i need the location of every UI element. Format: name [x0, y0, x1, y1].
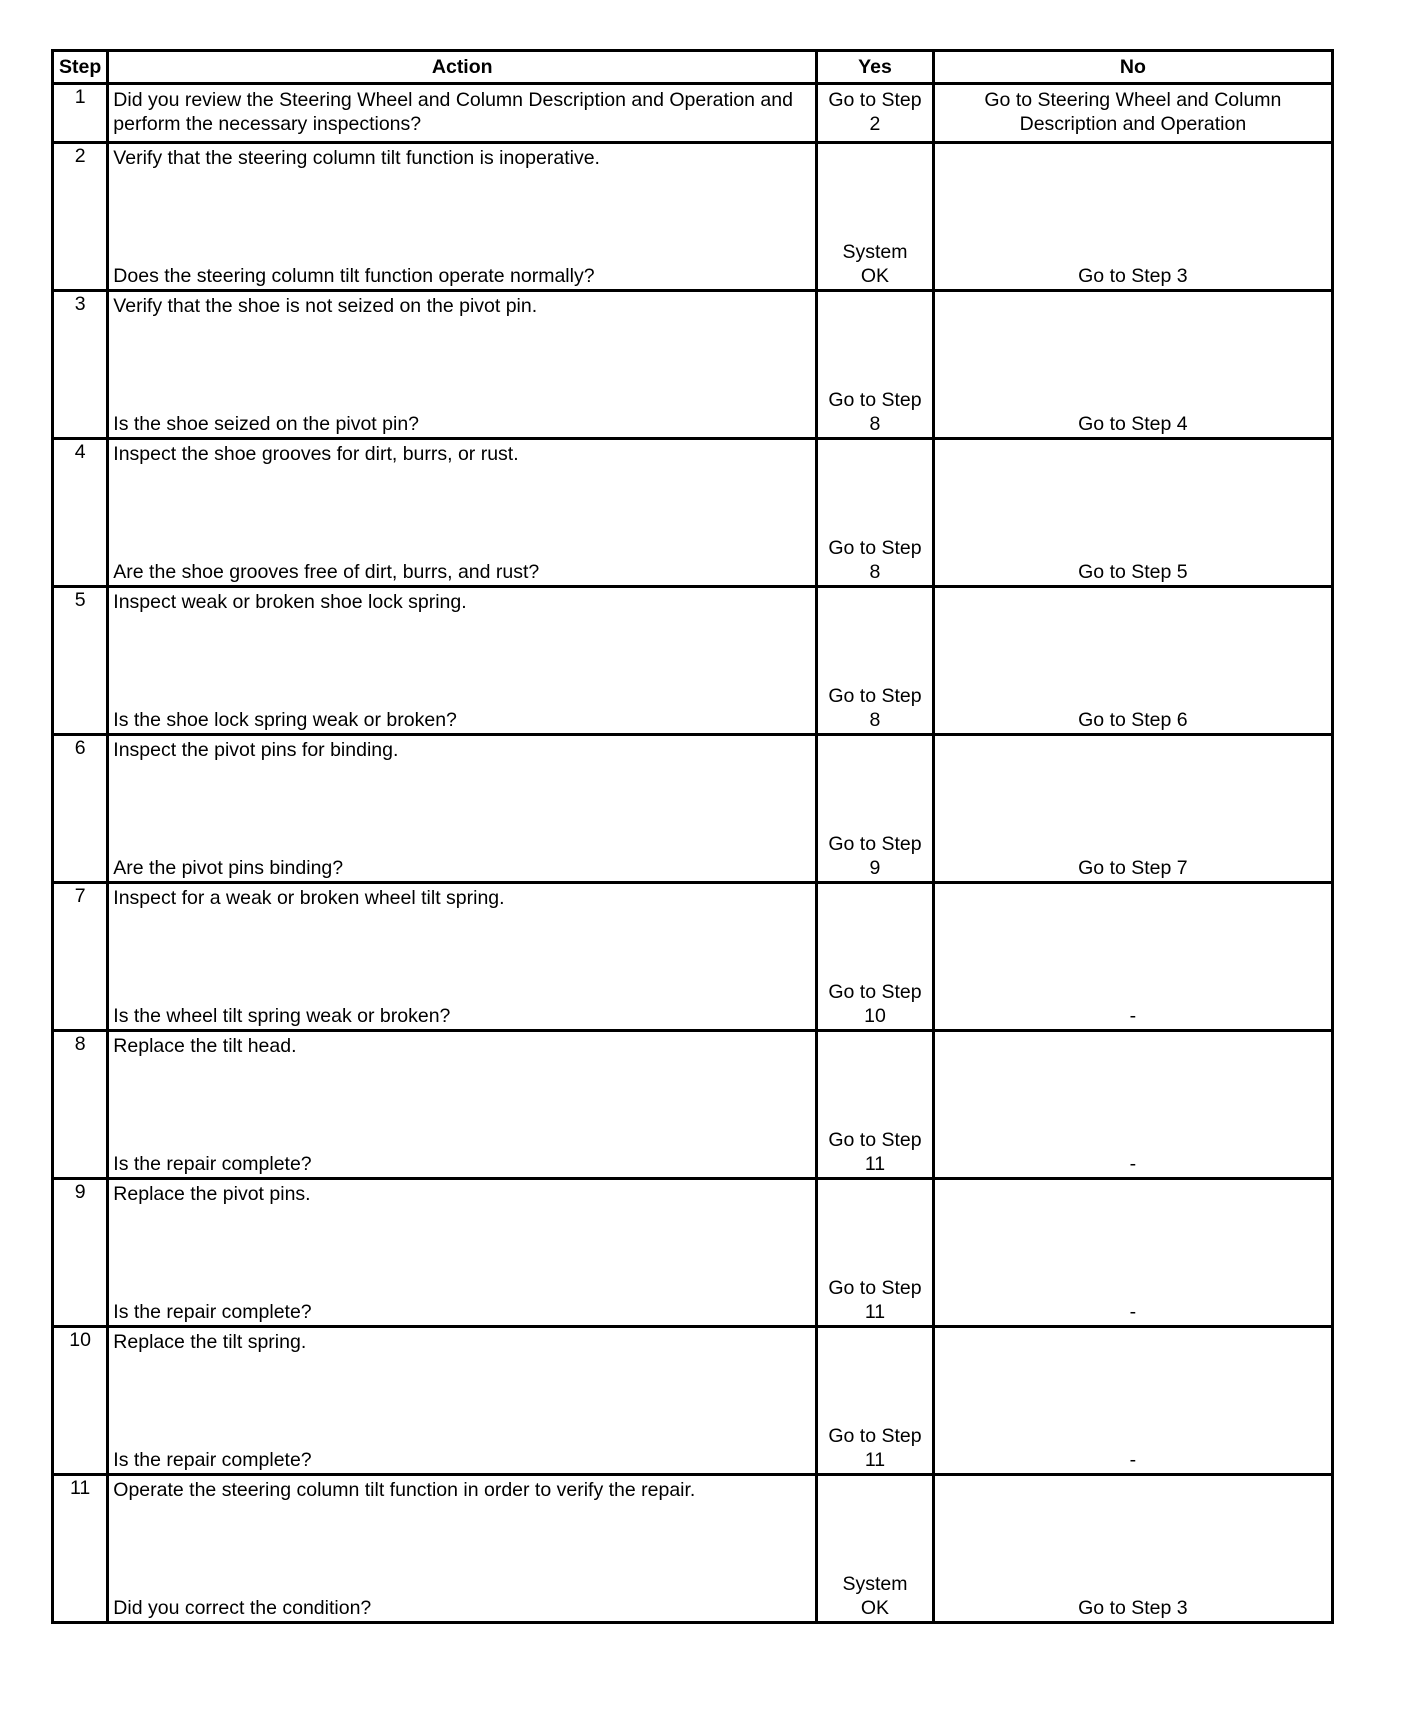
table-row	[53, 1475, 1333, 1623]
yes-line-1: Go to Step	[828, 89, 922, 111]
header-yes: Yes	[817, 51, 934, 84]
table-row	[53, 587, 1333, 735]
action-cell	[108, 1327, 817, 1475]
action-cell	[108, 883, 817, 1031]
action-text: Inspect for a weak or broken wheel tilt spring.	[113, 887, 505, 909]
action-text: Replace the tilt head.	[113, 1035, 297, 1057]
header-no: No	[933, 51, 1332, 84]
action-cell	[108, 587, 817, 735]
action-cell	[108, 1475, 817, 1623]
yes-line-2: 2	[869, 113, 881, 135]
yes-cell	[817, 883, 934, 1031]
header-row	[53, 51, 1333, 84]
no-cell	[933, 883, 1332, 1031]
diagnostic-table	[51, 49, 1334, 1624]
yes-cell	[817, 143, 934, 291]
action-text: Operate the steering column tilt function in order to verify the repair.	[113, 1479, 696, 1501]
action-text: Did you review the Steering Wheel and Column Description and Operation and perform the necessary inspections?	[113, 89, 793, 135]
yes-line-1: Go to Step	[828, 833, 922, 855]
action-text: Replace the tilt spring.	[113, 1331, 307, 1353]
step-number: 8	[53, 1031, 108, 1179]
yes-line-1: Go to Step	[828, 1277, 922, 1299]
question-text: Did you correct the condition?	[113, 1597, 372, 1619]
step-number: 9	[53, 1179, 108, 1327]
no-cell	[933, 1031, 1332, 1179]
question-text: Are the pivot pins binding?	[113, 857, 344, 879]
yes-cell	[817, 84, 934, 143]
table-row	[53, 1179, 1333, 1327]
action-cell	[108, 143, 817, 291]
yes-cell	[817, 587, 934, 735]
step-number: 11	[53, 1475, 108, 1623]
table-row	[53, 143, 1333, 291]
no-text: Go to Step 4	[1078, 413, 1188, 435]
header-action: Action	[108, 51, 817, 84]
action-cell	[108, 1179, 817, 1327]
step-number: 2	[53, 143, 108, 291]
yes-cell	[817, 1475, 934, 1623]
no-cell	[933, 587, 1332, 735]
yes-line-2: 8	[869, 709, 881, 731]
table-row	[53, 439, 1333, 587]
no-cell	[933, 84, 1332, 143]
no-cell	[933, 1179, 1332, 1327]
action-text: Inspect the pivot pins for binding.	[113, 739, 399, 761]
step-number: 10	[53, 1327, 108, 1475]
no-cell	[933, 291, 1332, 439]
question-text: Is the repair complete?	[113, 1153, 312, 1175]
step-number: 7	[53, 883, 108, 1031]
action-text: Verify that the steering column tilt function is inoperative.	[113, 147, 600, 169]
step-number: 1	[53, 84, 108, 143]
yes-line-2: 11	[864, 1153, 886, 1175]
question-text: Is the shoe seized on the pivot pin?	[113, 413, 420, 435]
table-row	[53, 735, 1333, 883]
no-text: Go to Step 7	[1078, 857, 1188, 879]
yes-line-1: Go to Step	[828, 537, 922, 559]
step-number: 5	[53, 587, 108, 735]
table-row	[53, 84, 1333, 143]
yes-line-1: System	[842, 1573, 908, 1595]
no-text: -	[1129, 1301, 1137, 1323]
action-cell	[108, 1031, 817, 1179]
yes-line-1: Go to Step	[828, 1425, 922, 1447]
yes-line-1: Go to Step	[828, 389, 922, 411]
table-row	[53, 883, 1333, 1031]
question-text: Is the wheel tilt spring weak or broken?	[113, 1005, 451, 1027]
yes-line-2: 11	[864, 1301, 886, 1323]
question-text: Is the shoe lock spring weak or broken?	[113, 709, 457, 731]
action-text: Inspect the shoe grooves for dirt, burrs, or rust.	[113, 443, 519, 465]
yes-line-2: 11	[864, 1449, 886, 1471]
no-text: -	[1129, 1449, 1137, 1471]
action-cell	[108, 439, 817, 587]
table-row	[53, 291, 1333, 439]
action-cell	[108, 291, 817, 439]
no-cell	[933, 1475, 1332, 1623]
no-text: -	[1129, 1153, 1137, 1175]
table-row	[53, 1327, 1333, 1475]
yes-line-1: Go to Step	[828, 1129, 922, 1151]
no-cell	[933, 735, 1332, 883]
action-text: Replace the pivot pins.	[113, 1183, 311, 1205]
step-number: 4	[53, 439, 108, 587]
no-text: Go to Step 5	[1078, 561, 1188, 583]
step-number: 6	[53, 735, 108, 883]
yes-line-2: 8	[869, 561, 881, 583]
action-text: Inspect weak or broken shoe lock spring.	[113, 591, 467, 613]
yes-cell	[817, 1031, 934, 1179]
no-line-2: Description and Operation	[1019, 113, 1247, 135]
action-cell	[108, 735, 817, 883]
yes-cell	[817, 735, 934, 883]
table-row	[53, 1031, 1333, 1179]
no-cell	[933, 143, 1332, 291]
yes-line-2: OK	[860, 265, 890, 287]
yes-line-2: OK	[860, 1597, 890, 1619]
question-text: Is the repair complete?	[113, 1449, 312, 1471]
step-number: 3	[53, 291, 108, 439]
header-step: Step	[53, 51, 108, 84]
yes-line-2: 8	[869, 413, 881, 435]
question-text: Are the shoe grooves free of dirt, burrs, and rust?	[113, 561, 540, 583]
no-text: Go to Step 6	[1078, 709, 1188, 731]
yes-line-1: System	[842, 241, 908, 263]
no-text: Go to Step 3	[1078, 265, 1188, 287]
yes-line-2: 10	[864, 1005, 886, 1027]
action-cell	[108, 84, 817, 143]
no-text: Go to Step 3	[1078, 1597, 1188, 1619]
yes-cell	[817, 291, 934, 439]
yes-line-1: Go to Step	[828, 981, 922, 1003]
action-text: Verify that the shoe is not seized on the pivot pin.	[113, 295, 538, 317]
yes-cell	[817, 1179, 934, 1327]
no-line-1: Go to Steering Wheel and Column	[984, 89, 1282, 111]
no-cell	[933, 439, 1332, 587]
question-text: Does the steering column tilt function operate normally?	[113, 265, 595, 287]
no-cell	[933, 1327, 1332, 1475]
question-text: Is the repair complete?	[113, 1301, 312, 1323]
yes-cell	[817, 439, 934, 587]
no-text: -	[1129, 1005, 1137, 1027]
yes-line-1: Go to Step	[828, 685, 922, 707]
yes-line-2: 9	[869, 857, 881, 879]
yes-cell	[817, 1327, 934, 1475]
